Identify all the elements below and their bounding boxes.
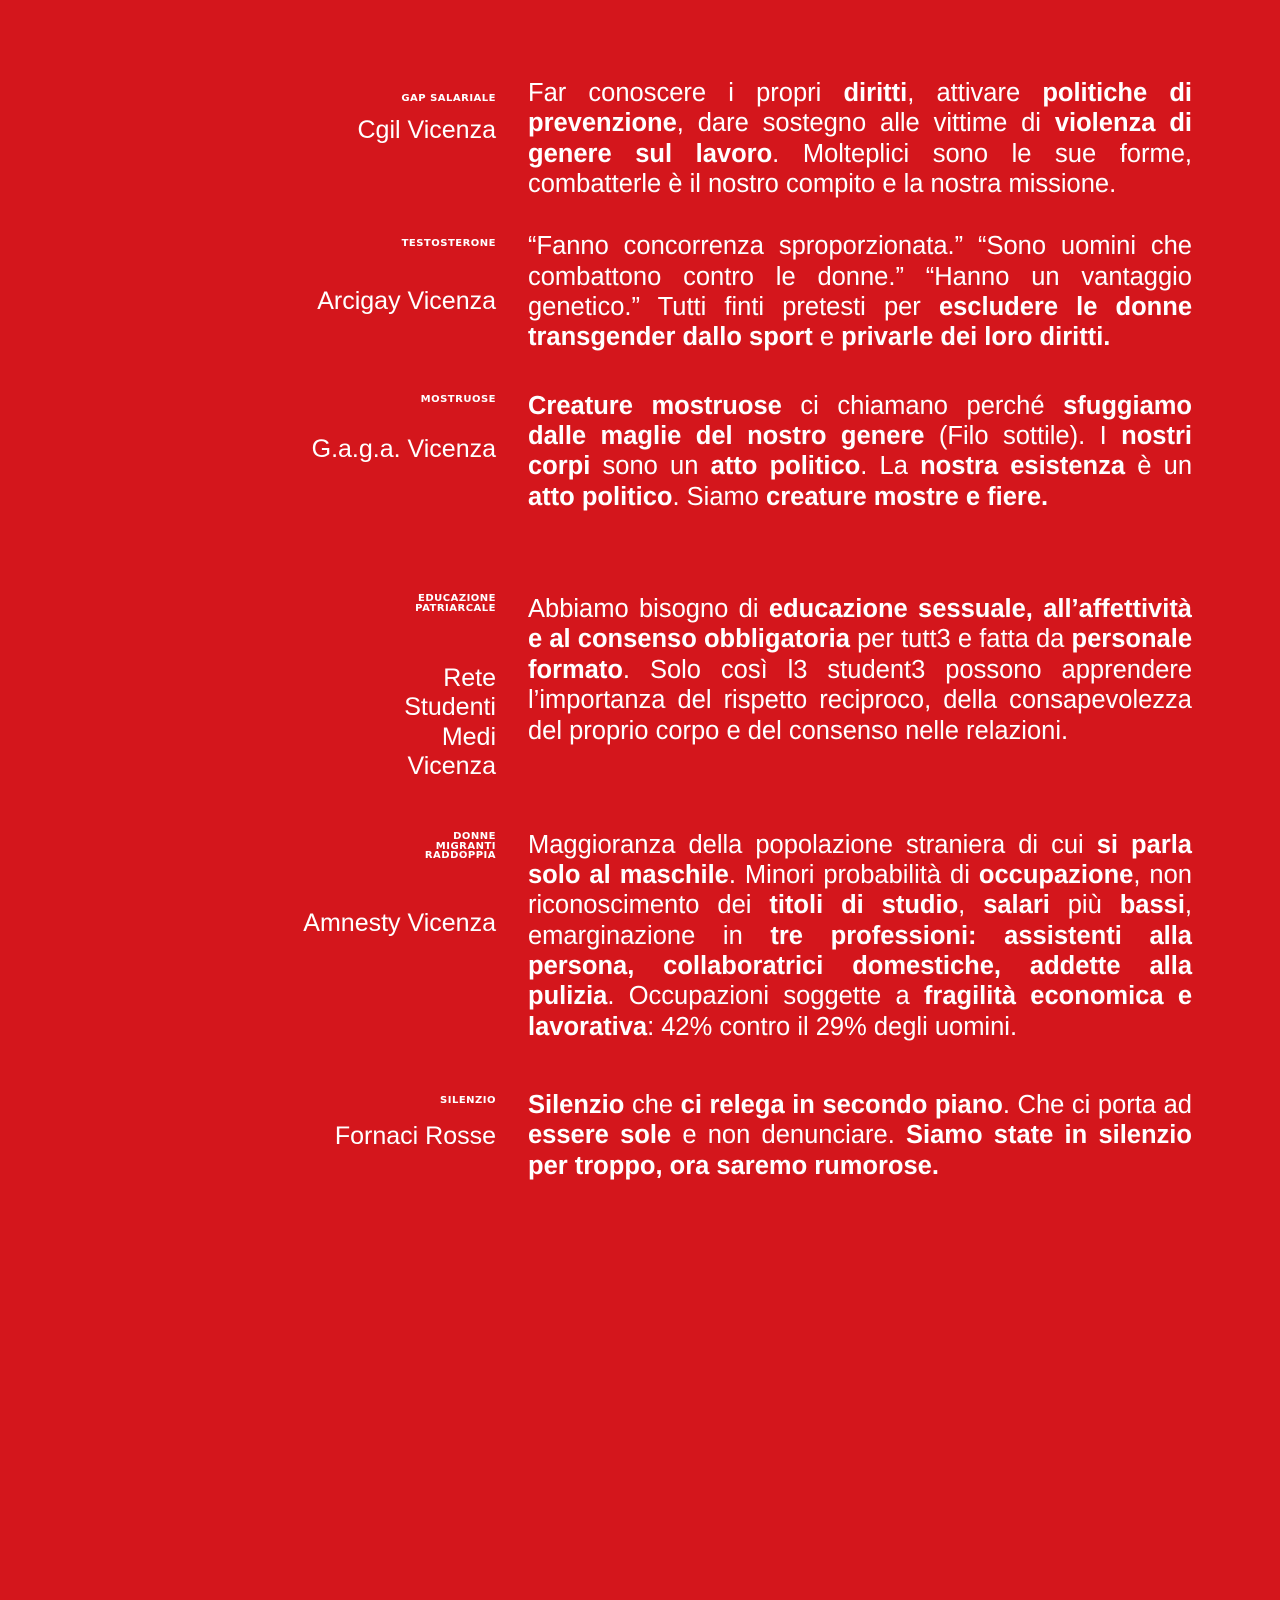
- entry-organization: Arcigay Vicenza: [317, 287, 496, 316]
- entry-organization: Cgil Vicenza: [357, 115, 496, 144]
- entry-mostruose: [88, 391, 1192, 512]
- entry-keyword: DONNE MIGRANTI RADDOPPIA: [424, 830, 496, 862]
- entry-left-column: [88, 830, 518, 939]
- entry-organization: Rete Studenti Medi Vicenza: [404, 663, 496, 781]
- entry-body-text: “Fanno concorrenza sproporzionata.” “Sono uomini che combattono contro le donne.” “Hanno un vantaggio genetico.” Tutti finti pretesti per escludere le donne transgender dallo sport e privarle dei loro diritti.: [528, 232, 1192, 352]
- entry-left-column: [88, 391, 518, 464]
- entry-keyword: GAP SALARIALE: [401, 93, 496, 104]
- entry-keyword: MOSTRUOSE: [420, 393, 496, 405]
- entry-organization: Fornaci Rosse: [334, 1121, 496, 1150]
- entry-keyword: EDUCAZIONE PATRIARCALE: [415, 593, 496, 614]
- entry-donne-migranti: [88, 830, 1192, 1042]
- entry-keyword: TESTOSTERONE: [401, 238, 496, 250]
- entry-left-column: [88, 594, 518, 782]
- entry-body-text: Abbiamo bisogno di educazione sessuale, all’affettività e al consenso obbligatoria per tutt3 e fatta da personale formato. Solo così l3 student3 possono apprendere l’importanza del rispetto reciproco, della consapevolezza del proprio corpo e del consenso nelle relazioni.: [528, 595, 1192, 745]
- entry-organization: Amnesty Vicenza: [303, 909, 496, 938]
- entry-educazione-patriarcale: [88, 594, 1192, 782]
- entry-keyword: SILENZIO: [440, 1095, 496, 1107]
- entry-body-text: Creature mostruose ci chiamano perché sfuggiamo dalle maglie del nostro genere (Filo sottile). I nostri corpi sono un atto politico. La nostra esistenza è un atto politico. Siamo creature mostre e fiere.: [528, 391, 1193, 511]
- entry-silenzio: [88, 1090, 1192, 1181]
- entry-body-text: Silenzio che ci relega in secondo piano. Che ci porta ad essere sole e non denunciare. Siamo state in silenzio per troppo, ora saremo rumorose.: [528, 1091, 1192, 1180]
- entry-body-text: Far conoscere i propri diritti, attivare politiche di prevenzione, dare sostegno alle vittime di violenza di genere sul lavoro. Molteplici sono le sue forme, combatterle è il nostro compito e la nostra missione.: [528, 79, 1192, 199]
- entry-left-column: [88, 1090, 518, 1151]
- entry-left-column: [88, 78, 518, 145]
- entry-gap-salariale: [88, 78, 1192, 199]
- entry-left-column: [88, 231, 518, 316]
- entry-organization: G.a.g.a. Vicenza: [311, 434, 496, 463]
- entry-testosterone: [88, 231, 1192, 352]
- entry-body-text: Maggioranza della popolazione straniera di cui si parla solo al maschile. Minori probabilità di occupazione, non riconoscimento dei titoli di studio, salari più bassi, emarginazione in tre professioni: assistenti alla persona, collaboratrici domestiche, addette alla pulizia. Occupazioni soggette a fragilità economica e lavorativa: 42% contro il 29% degli uomini.: [528, 830, 1193, 1041]
